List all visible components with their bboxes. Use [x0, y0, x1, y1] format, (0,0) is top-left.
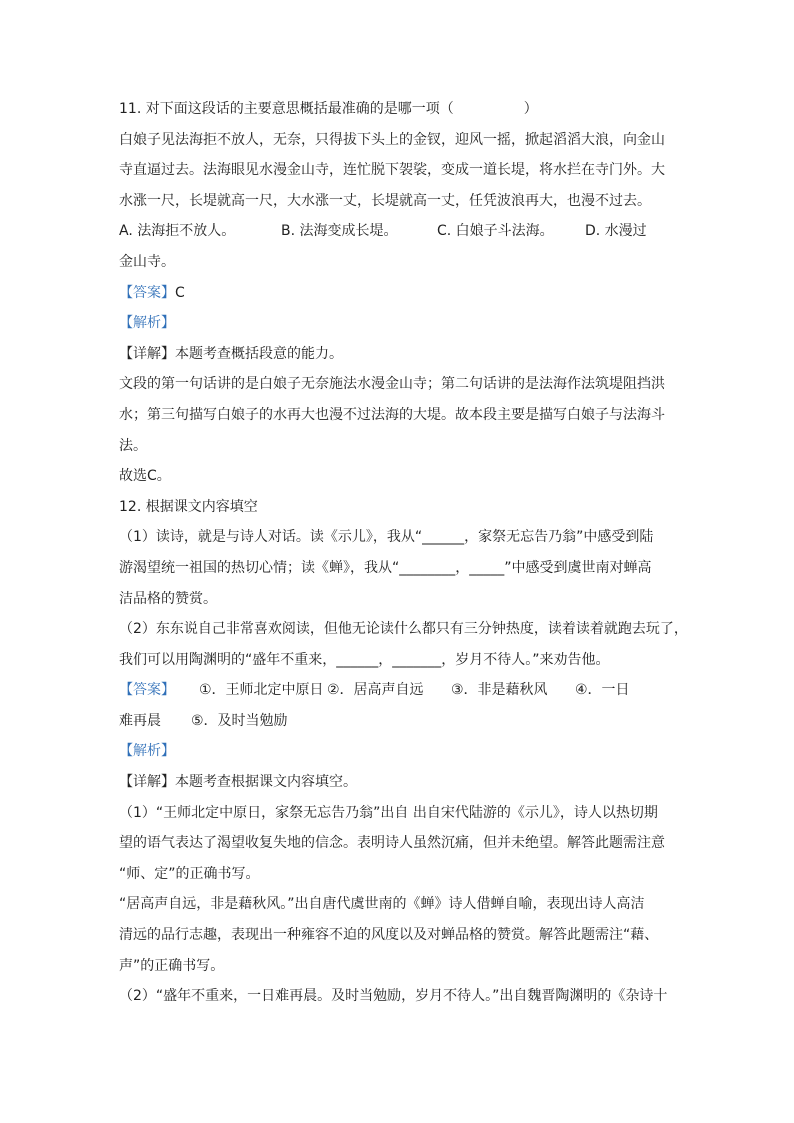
- q12-answer-1: ①．王师北定中原日: [199, 682, 324, 699]
- q11-answer-line: [119, 284, 679, 302]
- q12-answer-3: ③．非是藉秋风: [451, 682, 548, 699]
- q12-answer-4: ④．一日: [575, 682, 630, 699]
- q11-option-c: C. 白娘子斗法海。: [437, 223, 554, 240]
- q12-answer-2: ②．居高声自远: [327, 682, 424, 699]
- q11-passage-line-2: 寺直逼过去。法海眼见水漫金山寺，连忙脱下袈裟，变成一道长堤，将水拦在寺门外。大: [119, 162, 665, 179]
- q11-passage-line-3: 水涨一尺，长堤就高一尺，大水涨一丈，长堤就高一丈，任凭波浪再大，也漫不过去。: [119, 192, 651, 209]
- q11-explanation-line-1: 文段的第一句话讲的是白娘子无奈施法水漫金山寺；第二句话讲的是法海作法筑堤阻挡洪: [119, 376, 665, 393]
- q12-part2-line-2: 我们可以用陶渊明的“盛年不重来，______，_______，岁月不待人。”来劝告他。: [119, 651, 610, 668]
- q12-detail-intro: 本题考查根据课文内容填空。: [175, 774, 357, 791]
- q12-answer-line-2: [119, 712, 679, 730]
- q11-option-a: A. 法海拒不放人。: [119, 223, 236, 240]
- q12-detail-tag: 【详解】: [119, 774, 175, 791]
- q12-part1-line-2: 游渴望统一祖国的热切心情；读《蝉》，我从“________，_____”中感受到虞世南对蝉高: [119, 559, 652, 576]
- question-12-stem: 12. 根据课文内容填空: [119, 498, 258, 515]
- q12-part2-line-1: （2）东东说自己非常喜欢阅读，但他无论读什么都只有三分钟热度，读着读着就跑去玩了，: [119, 621, 688, 638]
- q12-part1-line-1: （1）读诗，就是与诗人对话。读《示儿》，我从“______，家祭无忘告乃翁”中感受到陆: [119, 529, 654, 546]
- q12-explanation-line-2: 望的语气表达了渴望收复失地的信念。表明诗人虽然沉痛，但并未绝望。解答此题需注意: [119, 835, 665, 852]
- document-page: [119, 100, 688, 1018]
- q11-options-row: [119, 222, 679, 240]
- q12-explanation-line-1: （1）“王师北定中原日，家祭无忘告乃翁”出自 出自宋代陆游的《示儿》，诗人以热切期: [119, 804, 658, 821]
- q12-analysis-line: [119, 742, 679, 760]
- q11-detail-line: [119, 345, 679, 363]
- q11-passage-line-1: 白娘子见法海拒不放人，无奈，只得拔下头上的金钗，迎风一摇，掀起滔滔大浪，向金山: [119, 131, 665, 148]
- q11-option-b: B. 法海变成长堤。: [281, 223, 398, 240]
- q12-answer-4-continued: 难再晨: [119, 712, 161, 729]
- q11-analysis-line: [119, 314, 679, 332]
- q12-answer-tag: 【答案】: [119, 682, 175, 699]
- q11-analysis-tag: 【解析】: [119, 315, 175, 332]
- q12-analysis-tag: 【解析】: [119, 743, 175, 760]
- q11-detail-tag: 【详解】: [119, 345, 175, 362]
- q11-detail-intro: 本题考查概括段意的能力。: [175, 345, 343, 362]
- q12-answer-5: ⑤．及时当勉励: [191, 712, 288, 729]
- q12-answer-line: [119, 681, 679, 699]
- q12-explanation-line-6: 声”的正确书写。: [119, 957, 225, 974]
- q12-explanation-line-7: （2）“盛年不重来，一日难再晨。及时当勉励，岁月不待人。”出自魏晋陶渊明的《杂诗十: [119, 988, 668, 1005]
- q11-option-d: D. 水漫过: [585, 223, 647, 240]
- q12-explanation-line-4: “居高声自远，非是藉秋风。”出自唐代虞世南的《蝉》诗人借蝉自喻，表现出诗人高洁: [119, 896, 645, 913]
- q11-explanation-line-3: 法。: [119, 437, 147, 454]
- q12-explanation-line-5: 清远的品行志趣，表现出一种雍容不迫的风度以及对蝉品格的赞赏。解答此题需注“藉、: [119, 927, 659, 944]
- q11-answer-tag: 【答案】: [119, 284, 175, 301]
- q12-part1-line-3: 洁品格的赞赏。: [119, 590, 217, 607]
- q11-conclusion: 故选C。: [119, 468, 171, 485]
- q11-answer-value: C: [175, 284, 185, 301]
- q11-explanation-line-2: 水；第三句描写白娘子的水再大也漫不过法海的大堤。故本段主要是描写白娘子与法海斗: [119, 406, 665, 423]
- question-11-stem: 11. 对下面这段话的主要意思概括最准确的是哪一项（ ）: [119, 101, 538, 117]
- q11-option-d-continued: 金山寺。: [119, 253, 175, 270]
- q12-explanation-line-3: “师、定”的正确书写。: [119, 865, 260, 882]
- q12-detail-line: [119, 773, 679, 791]
